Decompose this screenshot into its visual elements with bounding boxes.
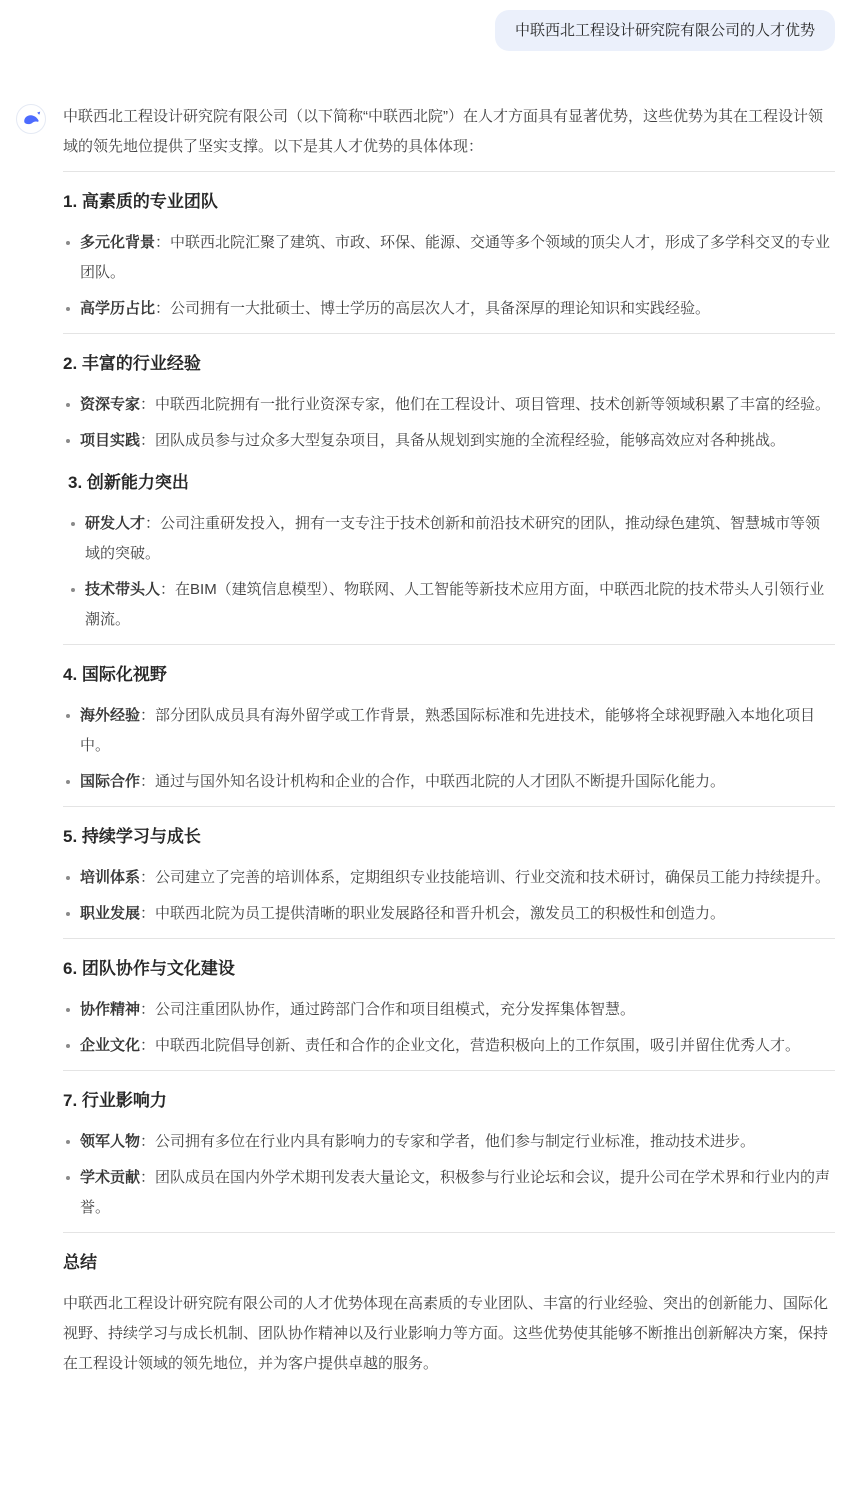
bullet-term: 职业发展 bbox=[80, 905, 141, 922]
bullet-term: 领军人物 bbox=[80, 1133, 141, 1150]
bullet-term: 协作精神 bbox=[80, 1001, 141, 1018]
bullet-desc: ：公司注重研发投入，拥有一支专注于技术创新和前沿技术研究的团队，推动绿色建筑、智慧城市等领域的突破。 bbox=[85, 515, 821, 562]
bullet-term: 国际合作 bbox=[80, 773, 141, 790]
bullet-desc: ：团队成员在国内外学术期刊发表大量论文，积极参与行业论坛和会议，提升公司在学术界和行业内的声誉。 bbox=[80, 1169, 831, 1216]
summary-heading: 总结 bbox=[63, 1253, 97, 1272]
bullet-term: 学术贡献 bbox=[80, 1169, 141, 1186]
assistant-intro-paragraph: 中联西北工程设计研究院有限公司（以下简称“中联西北院”）在人才方面具有显著优势，这些优势为其在工程设计领域的领先地位提供了坚实支撑。以下是其人才优势的具体体现： bbox=[63, 108, 823, 155]
bullet-desc: ：通过与国外知名设计机构和企业的合作，中联西北院的人才团队不断提升国际化能力。 bbox=[140, 773, 726, 790]
section-bullet-list bbox=[68, 509, 835, 635]
bullet-item bbox=[63, 995, 835, 1025]
section-bullet-list bbox=[63, 863, 835, 929]
bullet-term: 多元化背景 bbox=[80, 234, 156, 251]
bullet-desc: ：公司拥有多位在行业内具有影响力的专家和学者，他们参与制定行业标准，推动技术进步。 bbox=[140, 1133, 756, 1150]
bullet-desc: ：中联西北院拥有一批行业资深专家，他们在工程设计、项目管理、技术创新等领域积累了丰富的经验。 bbox=[140, 396, 831, 413]
bullet-desc: ：中联西北院为员工提供清晰的职业发展路径和晋升机会，激发员工的积极性和创造力。 bbox=[140, 905, 726, 922]
bullet-term: 技术带头人 bbox=[85, 581, 161, 598]
assistant-message-content bbox=[63, 102, 835, 1379]
summary-section bbox=[63, 1232, 835, 1379]
answer-section bbox=[63, 806, 835, 929]
bullet-desc: ：在BIM（建筑信息模型）、物联网、人工智能等新技术应用方面，中联西北院的技术带头人引领行业潮流。 bbox=[85, 581, 825, 628]
bullet-item bbox=[63, 863, 835, 893]
answer-sections bbox=[63, 171, 835, 1223]
bullet-term: 研发人才 bbox=[85, 515, 146, 532]
bullet-desc: ：公司拥有一大批硕士、博士学历的高层次人才，具备深厚的理论知识和实践经验。 bbox=[155, 300, 711, 317]
bullet-term: 资深专家 bbox=[80, 396, 141, 413]
bullet-item bbox=[63, 1031, 835, 1061]
bullet-item bbox=[68, 575, 835, 635]
section-heading: 7. 行业影响力 bbox=[63, 1091, 167, 1110]
bullet-item bbox=[63, 1127, 835, 1157]
bullet-term: 企业文化 bbox=[80, 1037, 141, 1054]
bullet-desc: ：中联西北院倡导创新、责任和合作的企业文化，营造积极向上的工作氛围，吸引并留住优秀人才。 bbox=[140, 1037, 801, 1054]
section-bullet-list bbox=[63, 701, 835, 797]
bullet-desc: ：公司注重团队协作，通过跨部门合作和项目组模式，充分发挥集体智慧。 bbox=[140, 1001, 636, 1018]
bullet-desc: ：团队成员参与过众多大型复杂项目，具备从规划到实施的全流程经验，能够高效应对各种挑战。 bbox=[140, 432, 786, 449]
answer-section bbox=[63, 938, 835, 1061]
section-heading: 5. 持续学习与成长 bbox=[63, 827, 201, 846]
answer-section bbox=[63, 1070, 835, 1223]
bullet-item bbox=[63, 767, 835, 797]
deepseek-whale-icon bbox=[22, 110, 41, 129]
section-heading: 2. 丰富的行业经验 bbox=[63, 354, 201, 373]
bullet-desc: ：中联西北院汇聚了建筑、市政、环保、能源、交通等多个领域的顶尖人才，形成了多学科交叉的专业团队。 bbox=[80, 234, 831, 281]
summary-paragraph: 中联西北工程设计研究院有限公司的人才优势体现在高素质的专业团队、丰富的行业经验、突出的创新能力、国际化视野、持续学习与成长机制、团队协作精神以及行业影响力等方面。这些优势使其能够不断推出创新解决方案，保持在工程设计领域的领先地位，并为客户提供卓越的服务。 bbox=[63, 1295, 829, 1372]
assistant-avatar bbox=[16, 104, 46, 134]
bullet-item bbox=[63, 228, 835, 288]
bullet-term: 高学历占比 bbox=[80, 300, 156, 317]
answer-section bbox=[63, 333, 835, 456]
section-heading: 4. 国际化视野 bbox=[63, 665, 167, 684]
user-message-row bbox=[16, 10, 835, 51]
section-bullet-list bbox=[63, 228, 835, 324]
section-heading: 3. 创新能力突出 bbox=[68, 473, 189, 492]
section-divider bbox=[63, 1232, 835, 1233]
section-divider bbox=[63, 938, 835, 939]
bullet-item bbox=[63, 701, 835, 761]
user-message-bubble: 中联西北工程设计研究院有限公司的人才优势 bbox=[495, 10, 835, 51]
bullet-desc: ：部分团队成员具有海外留学或工作背景，熟悉国际标准和先进技术，能够将全球视野融入本地化项目中。 bbox=[80, 707, 816, 754]
answer-section bbox=[63, 644, 835, 797]
bullet-term: 海外经验 bbox=[80, 707, 141, 724]
section-divider bbox=[63, 1070, 835, 1071]
section-heading: 6. 团队协作与文化建设 bbox=[63, 959, 235, 978]
section-bullet-list bbox=[63, 390, 835, 456]
section-divider bbox=[63, 171, 835, 172]
bullet-item bbox=[63, 294, 835, 324]
bullet-item bbox=[63, 390, 835, 420]
assistant-message-row bbox=[16, 102, 835, 1379]
section-divider bbox=[63, 806, 835, 807]
bullet-item bbox=[68, 509, 835, 569]
bullet-term: 培训体系 bbox=[80, 869, 141, 886]
section-divider bbox=[63, 333, 835, 334]
bullet-item bbox=[63, 1163, 835, 1223]
section-heading: 1. 高素质的专业团队 bbox=[63, 192, 218, 211]
answer-section bbox=[63, 471, 835, 635]
bullet-term: 项目实践 bbox=[80, 432, 141, 449]
bullet-desc: ：公司建立了完善的培训体系，定期组织专业技能培训、行业交流和技术研讨，确保员工能力持续提升。 bbox=[140, 869, 831, 886]
answer-section bbox=[63, 171, 835, 324]
bullet-item bbox=[63, 899, 835, 929]
section-bullet-list bbox=[63, 1127, 835, 1223]
section-bullet-list bbox=[63, 995, 835, 1061]
section-divider bbox=[63, 644, 835, 645]
bullet-item bbox=[63, 426, 835, 456]
